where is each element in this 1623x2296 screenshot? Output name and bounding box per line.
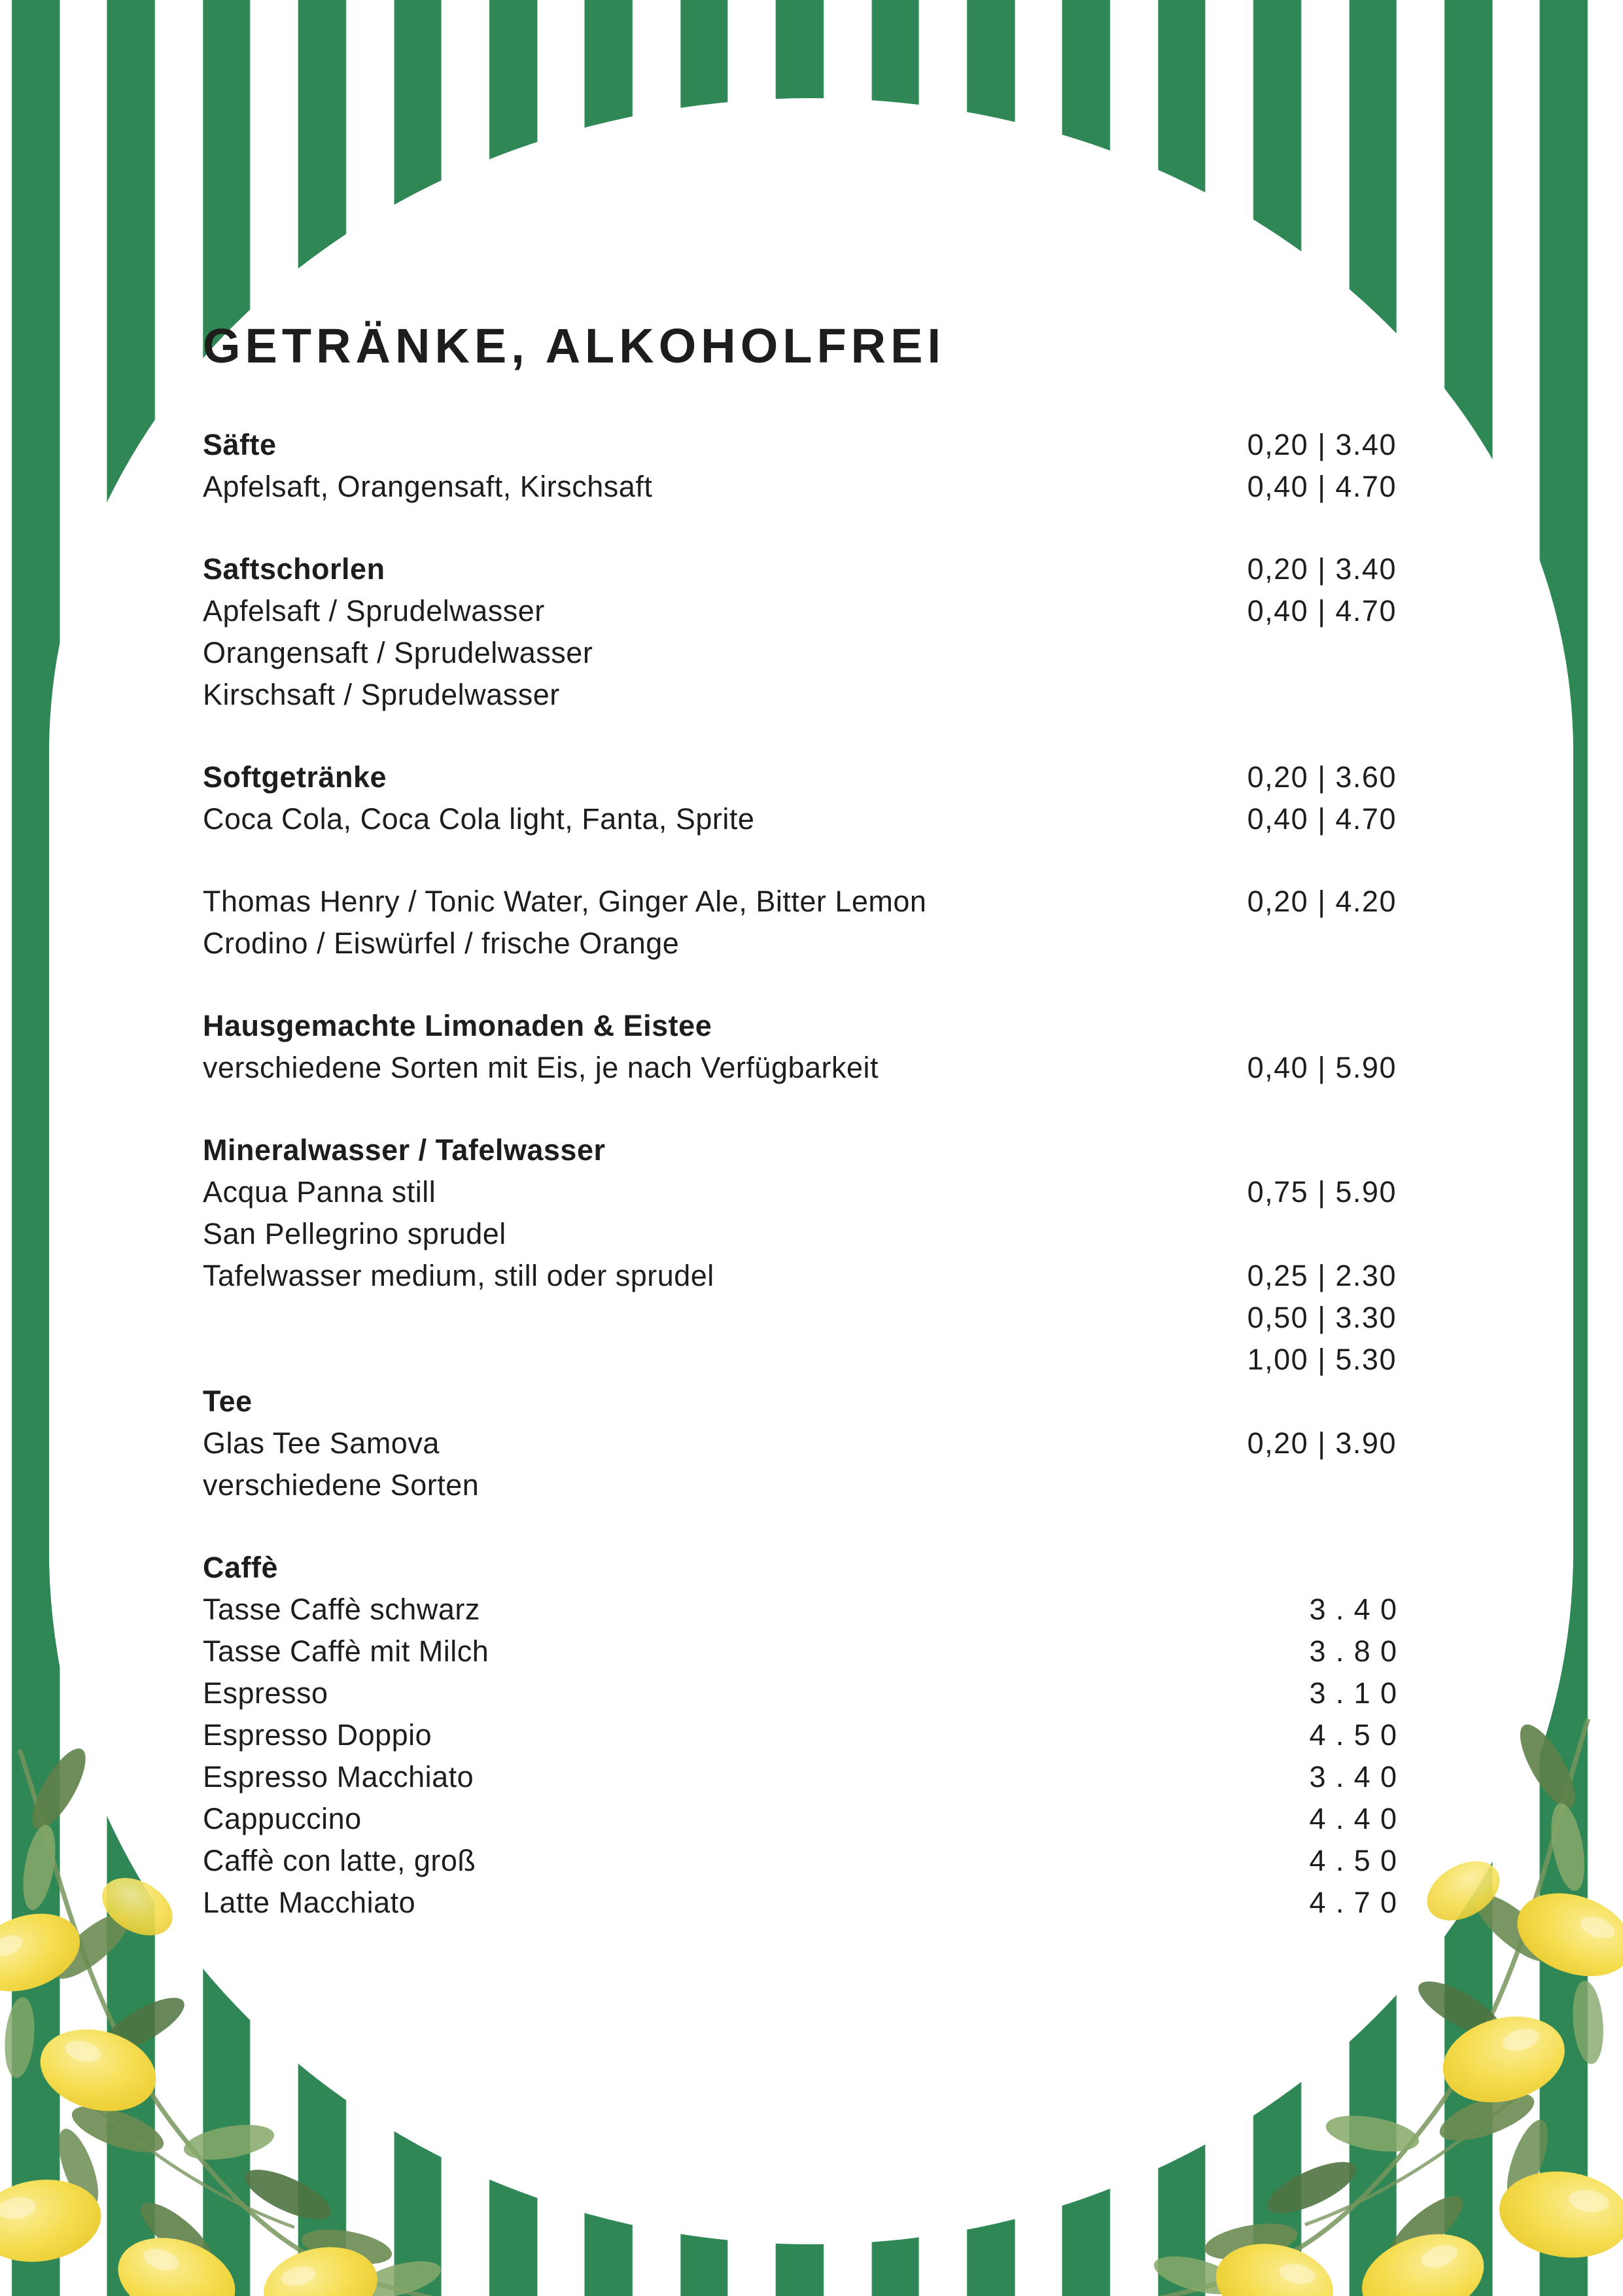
section-price: 0,20 | 3.60 — [1247, 760, 1397, 794]
section-header-row — [203, 1381, 1397, 1422]
menu-item-row — [203, 1631, 1407, 1672]
menu-item-price: 3.40 — [1309, 1593, 1407, 1626]
section-title: Softgetränke — [203, 760, 387, 794]
section-title: Caffè — [203, 1551, 279, 1584]
menu-section — [203, 1547, 1407, 1924]
menu-section — [203, 424, 1397, 508]
menu-item-row — [203, 1798, 1407, 1840]
section-price: 0,20 | 3.40 — [1247, 428, 1397, 461]
menu-item-label: verschiedene Sorten mit Eis, je nach Verfügbarkeit — [203, 1051, 879, 1084]
menu-item-label: verschiedene Sorten — [203, 1468, 480, 1502]
menu-item-row — [203, 1213, 1397, 1255]
menu-item-label: Coca Cola, Coca Cola light, Fanta, Sprite — [203, 802, 755, 836]
menu-item-label: Acqua Panna still — [203, 1175, 436, 1209]
menu-item-row — [203, 632, 1397, 674]
menu-item-price: 0,40 | 4.70 — [1247, 594, 1397, 627]
section-title: Mineralwasser / Tafelwasser — [203, 1133, 606, 1167]
menu-item-row — [203, 590, 1397, 632]
menu-item-row — [203, 923, 1397, 964]
menu-section — [203, 881, 1397, 964]
menu-item-label: Cappuccino — [203, 1802, 362, 1835]
menu-item-price: 0,75 | 5.90 — [1247, 1175, 1397, 1209]
menu-item-row — [203, 1840, 1407, 1882]
menu-item-label: Thomas Henry / Tonic Water, Ginger Ale, Bitter Lemon — [203, 885, 927, 918]
page-title: GETRÄNKE, ALKOHOLFREI — [203, 319, 946, 373]
menu-item-label: Caffè con latte, groß — [203, 1844, 476, 1877]
menu-item-price: 0,25 | 2.30 — [1247, 1259, 1397, 1292]
menu-item-price: 0,20 | 4.20 — [1247, 885, 1397, 918]
menu-item-row — [203, 466, 1397, 508]
menu-item-price: 4.40 — [1309, 1802, 1407, 1835]
section-header-row — [203, 1547, 1397, 1589]
section-header-row — [203, 1129, 1397, 1171]
section-header-row — [203, 756, 1397, 798]
menu-item-label: Tasse Caffè mit Milch — [203, 1634, 489, 1668]
menu-item-price: 0,40 | 5.90 — [1247, 1051, 1397, 1084]
menu-item-row — [203, 798, 1397, 840]
section-header-row — [203, 548, 1397, 590]
menu-item-label: Tasse Caffè schwarz — [203, 1593, 480, 1626]
menu-item-label: Glas Tee Samova — [203, 1426, 440, 1460]
menu-item-row — [203, 1339, 1397, 1381]
section-header-row — [203, 424, 1397, 466]
menu-item-label: Orangensaft / Sprudelwasser — [203, 636, 593, 669]
menu-item-row — [203, 1171, 1397, 1213]
menu-item-row — [203, 1882, 1407, 1924]
menu-section — [203, 1381, 1397, 1506]
section-title: Hausgemachte Limonaden & Eistee — [203, 1009, 712, 1042]
menu-item-label: Crodino / Eiswürfel / frische Orange — [203, 927, 680, 960]
menu-item-label: San Pellegrino sprudel — [203, 1217, 506, 1250]
menu-item-row — [203, 881, 1397, 923]
menu-item-label: Kirschsaft / Sprudelwasser — [203, 678, 560, 711]
menu-item-row — [203, 1672, 1407, 1714]
menu-item-price: 3.80 — [1309, 1634, 1407, 1668]
menu-item-price: 3.10 — [1309, 1676, 1407, 1710]
menu-item-label: Apfelsaft, Orangensaft, Kirschsaft — [203, 470, 653, 503]
menu-section — [203, 1129, 1397, 1381]
menu-item-row — [203, 1255, 1397, 1297]
menu-section — [203, 548, 1397, 716]
menu-item-row — [203, 1047, 1397, 1089]
menu-item-price: 0,40 | 4.70 — [1247, 802, 1397, 836]
menu-item-row — [203, 1589, 1407, 1631]
menu-item-price: 4.70 — [1309, 1886, 1407, 1919]
section-price: 0,20 | 3.40 — [1247, 552, 1397, 586]
menu-item-row — [203, 1464, 1397, 1506]
menu-item-price: 3.40 — [1309, 1760, 1407, 1793]
menu-item-row — [203, 1756, 1407, 1798]
menu-item-price: 4.50 — [1309, 1844, 1407, 1877]
section-header-row — [203, 1005, 1397, 1047]
menu-item-price: 0,20 | 3.90 — [1247, 1426, 1397, 1460]
menu-item-price: 4.50 — [1309, 1718, 1407, 1752]
menu-item-label: Latte Macchiato — [203, 1886, 416, 1919]
menu-item-row — [203, 1422, 1397, 1464]
menu-sections — [203, 424, 1407, 1964]
menu-item-label: Apfelsaft / Sprudelwasser — [203, 594, 545, 627]
menu-item-label: Espresso Doppio — [203, 1718, 432, 1752]
menu-item-row — [203, 674, 1397, 716]
menu-item-price: 0,40 | 4.70 — [1247, 470, 1397, 503]
section-title: Saftschorlen — [203, 552, 385, 586]
menu-item-price: 1,00 | 5.30 — [1247, 1343, 1397, 1376]
section-title: Säfte — [203, 428, 277, 461]
menu-section — [203, 1005, 1397, 1089]
menu-item-label: Tafelwasser medium, still oder sprudel — [203, 1259, 714, 1292]
menu-item-row — [203, 1297, 1397, 1339]
menu-item-label: Espresso — [203, 1676, 328, 1710]
menu-section — [203, 756, 1397, 840]
section-title: Tee — [203, 1385, 253, 1418]
menu-item-row — [203, 1714, 1407, 1756]
menu-item-label: Espresso Macchiato — [203, 1760, 474, 1793]
menu-item-price: 0,50 | 3.30 — [1247, 1301, 1397, 1334]
